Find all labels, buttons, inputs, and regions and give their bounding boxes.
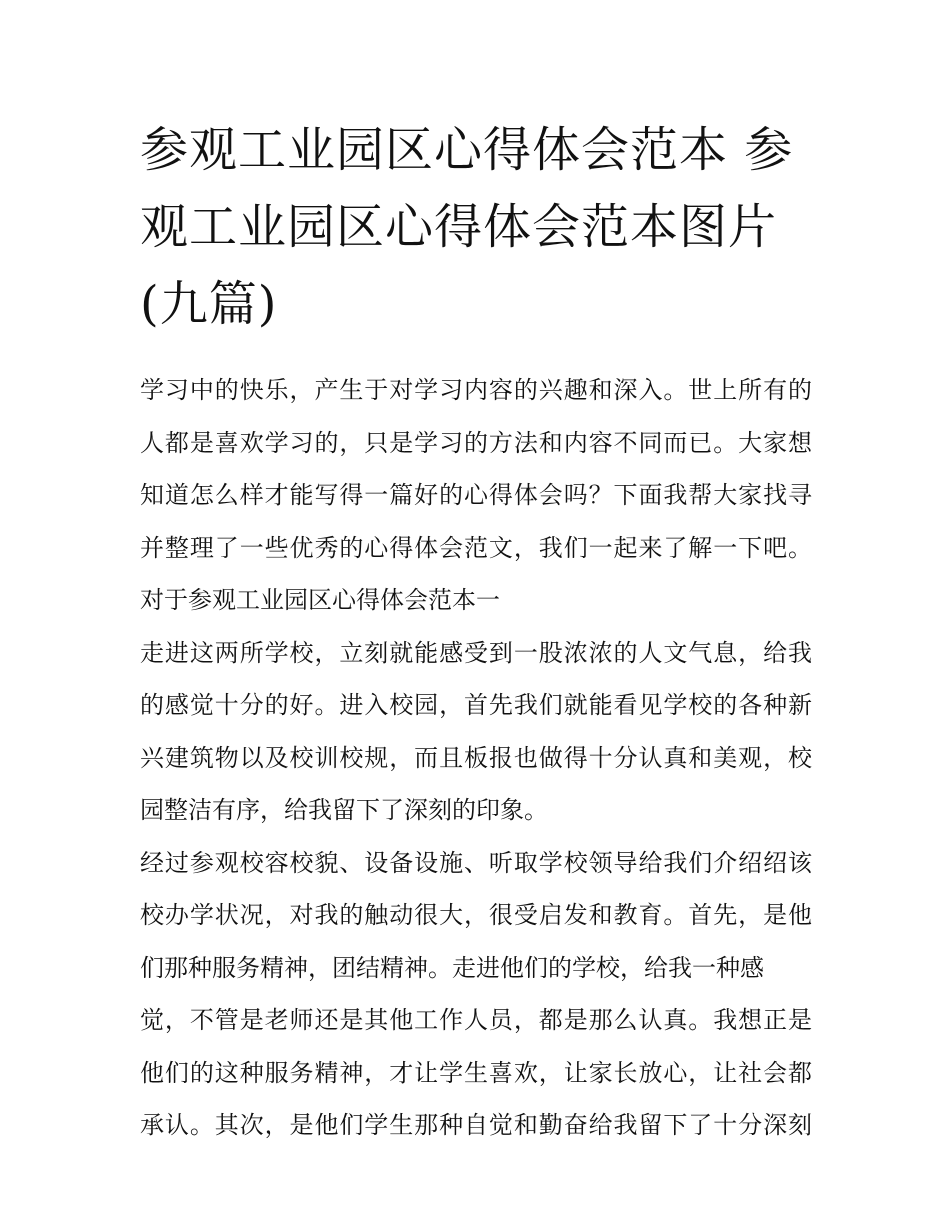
body-line: 经过参观校容校貌、设备设施、听取学校领导给我们介绍绍该 bbox=[140, 848, 812, 877]
body-line: 们那种服务精神，团结精神。走进他们的学校，给我一种感 bbox=[140, 953, 764, 982]
title-line: 观工业园区心得体会范本图片 bbox=[140, 199, 778, 255]
body-line: 的感觉十分的好。进入校园，首先我们就能看见学校的各种新 bbox=[140, 691, 812, 719]
body-line: 走进这两所学校，立刻就能感受到一股浓浓的人文气息，给我 bbox=[140, 638, 812, 667]
body-line: 他们的这种服务精神，才让学生喜欢，让家长放心，让社会都 bbox=[140, 1058, 812, 1087]
document-title bbox=[140, 112, 812, 343]
body-line: 学习中的快乐，产生于对学习内容的兴趣和深入。世上所有的 bbox=[140, 376, 812, 404]
title-line: (九篇) bbox=[140, 276, 278, 332]
body-line: 人都是喜欢学习的，只是学习的方法和内容不同而已。大家想 bbox=[140, 428, 812, 457]
document-content bbox=[140, 112, 812, 1152]
section-heading: 对于参观工业园区心得体会范本一 bbox=[140, 586, 500, 614]
body-line: 园整洁有序，给我留下了深刻的印象。 bbox=[140, 796, 548, 824]
body-line: 并整理了一些优秀的心得体会范文，我们一起来了解一下吧。 bbox=[140, 533, 812, 562]
body-line: 校办学状况，对我的触动很大，很受启发和教育。首先，是他 bbox=[140, 901, 812, 929]
body-line: 知道怎么样才能写得一篇好的心得体会吗？下面我帮大家找寻 bbox=[140, 481, 812, 509]
document-body bbox=[140, 364, 812, 1152]
title-line: 参观工业园区心得体会范本 参 bbox=[140, 122, 794, 178]
body-line: 觉，不管是老师还是其他工作人员，都是那么认真。我想正是 bbox=[140, 1006, 812, 1034]
body-line: 兴建筑物以及校训校规，而且板报也做得十分认真和美观，校 bbox=[140, 743, 812, 772]
body-line: 承认。其次，是他们学生那种自觉和勤奋给我留下了十分深刻 bbox=[140, 1111, 812, 1139]
